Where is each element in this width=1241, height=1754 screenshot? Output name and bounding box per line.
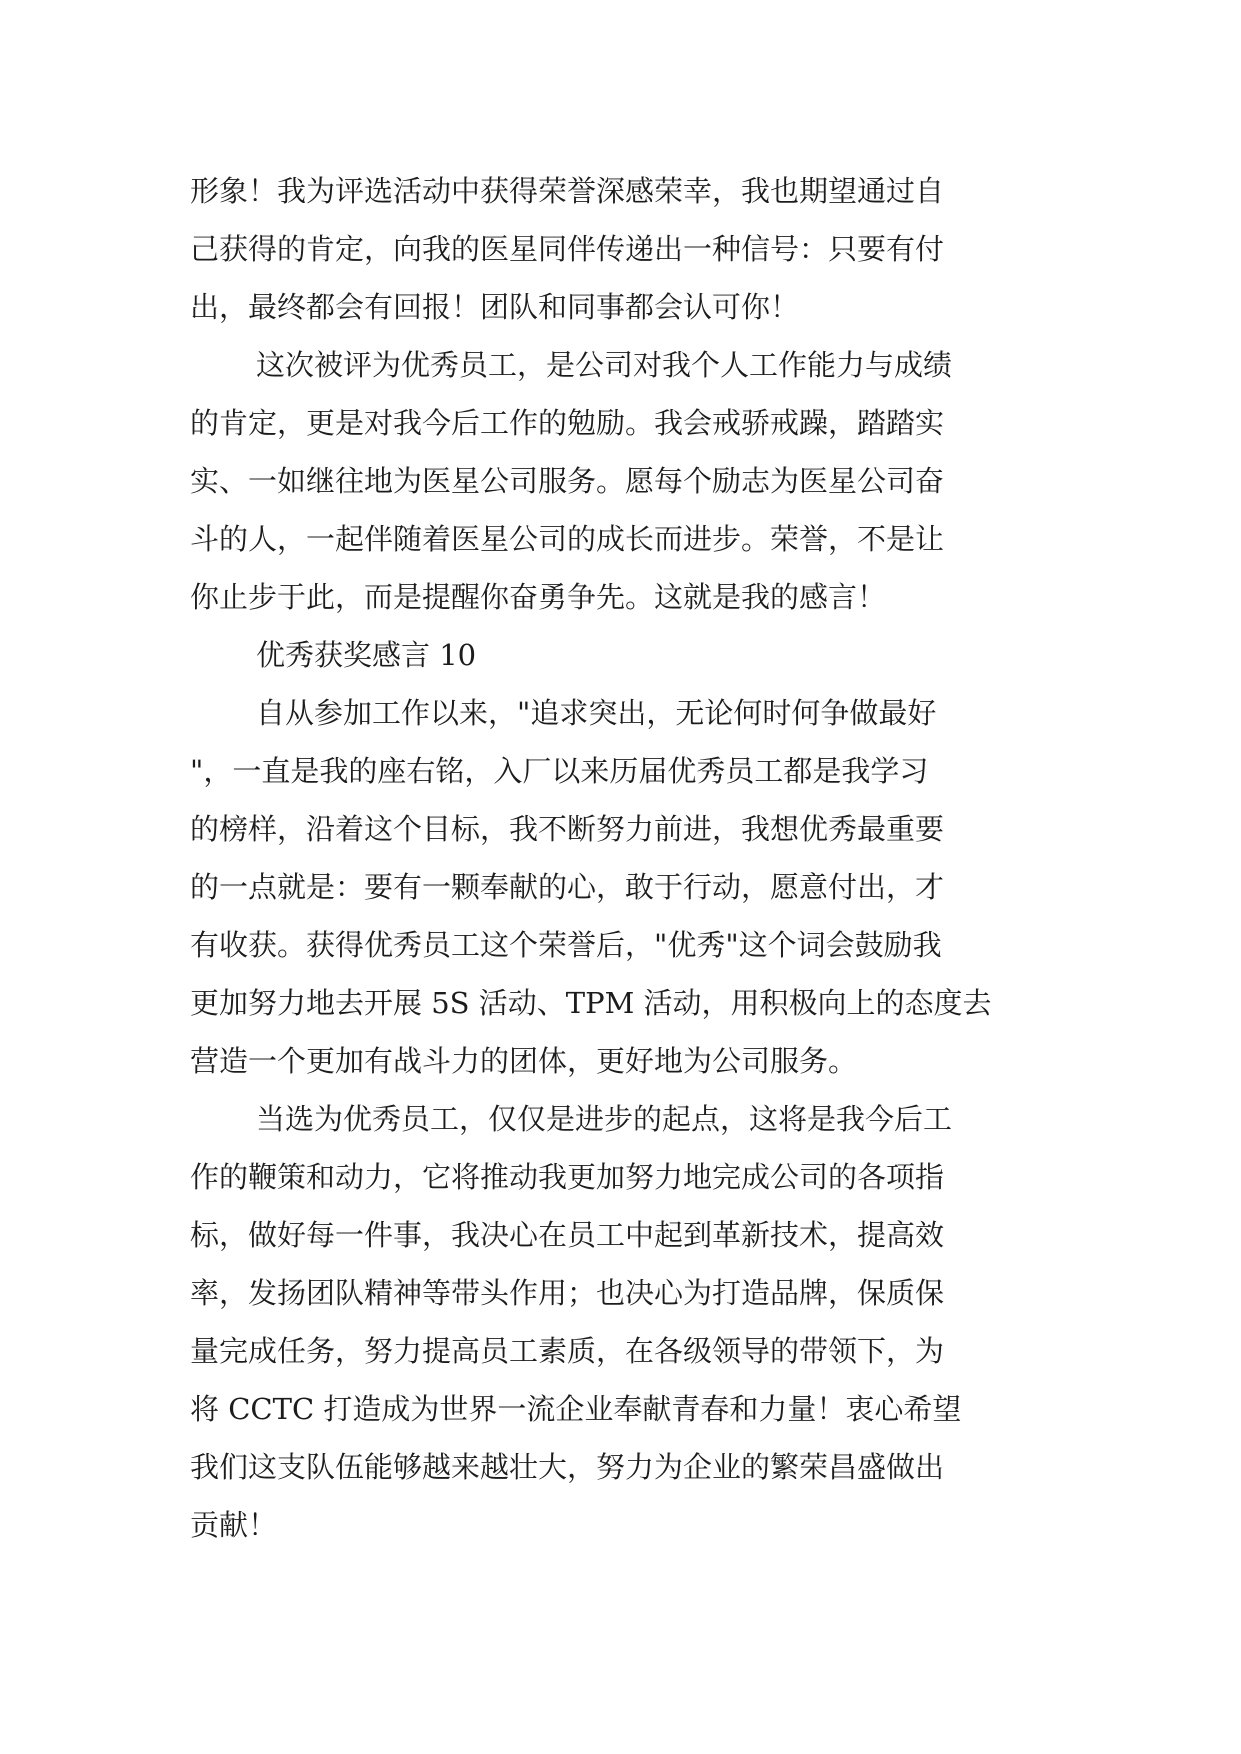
text-line: 己获得的肯定，向我的医星同伴传递出一种信号：只要有付 [190, 232, 945, 266]
section-heading: 优秀获奖感言 10 [256, 638, 477, 672]
text-line: 的肯定，更是对我今后工作的勉励。我会戒骄戒躁，踏踏实 [190, 406, 945, 440]
text-line: 标，做好每一件事，我决心在员工中起到革新技术，提高效 [190, 1218, 945, 1252]
text-line: 的一点就是：要有一颗奉献的心，敢于行动，愿意付出，才 [190, 870, 945, 904]
paragraph-first-line: 自从参加工作以来，"追求突出，无论何时何争做最好 [256, 696, 937, 730]
paragraph-first-line: 当选为优秀员工，仅仅是进步的起点，这将是我今后工 [256, 1102, 953, 1136]
text-line: 量完成任务，努力提高员工素质，在各级领导的带领下，为 [190, 1334, 945, 1368]
text-line: "，一直是我的座右铭，入厂以来历届优秀员工都是我学习 [190, 754, 929, 788]
text-line: 有收获。获得优秀员工这个荣誉后，"优秀"这个词会鼓励我 [190, 928, 942, 962]
text-line: 营造一个更加有战斗力的团体，更好地为公司服务。 [190, 1044, 858, 1078]
text-line: 出，最终都会有回报！团队和同事都会认可你！ [190, 290, 800, 324]
paragraph-first-line: 这次被评为优秀员工，是公司对我个人工作能力与成绩 [256, 348, 953, 382]
text-line: 的榜样，沿着这个目标，我不断努力前进，我想优秀最重要 [190, 812, 945, 846]
text-line: 贡献！ [190, 1508, 278, 1542]
text-line: 将 CCTC 打造成为世界一流企业奉献青春和力量！衷心希望 [190, 1392, 962, 1426]
text-line: 率，发扬团队精神等带头作用；也决心为打造品牌，保质保 [190, 1276, 945, 1310]
text-line: 实、一如继往地为医星公司服务。愿每个励志为医星公司奋 [190, 464, 945, 498]
text-line: 形象！我为评选活动中获得荣誉深感荣幸，我也期望通过自 [190, 174, 945, 208]
text-line: 作的鞭策和动力，它将推动我更加努力地完成公司的各项指 [190, 1160, 945, 1194]
text-line: 斗的人，一起伴随着医星公司的成长而进步。荣誉，不是让 [190, 522, 945, 556]
text-line: 更加努力地去开展 5S 活动、TPM 活动，用积极向上的态度去 [190, 986, 992, 1020]
text-line: 我们这支队伍能够越来越壮大，努力为企业的繁荣昌盛做出 [190, 1450, 945, 1484]
text-line: 你止步于此，而是提醒你奋勇争先。这就是我的感言！ [190, 580, 887, 614]
